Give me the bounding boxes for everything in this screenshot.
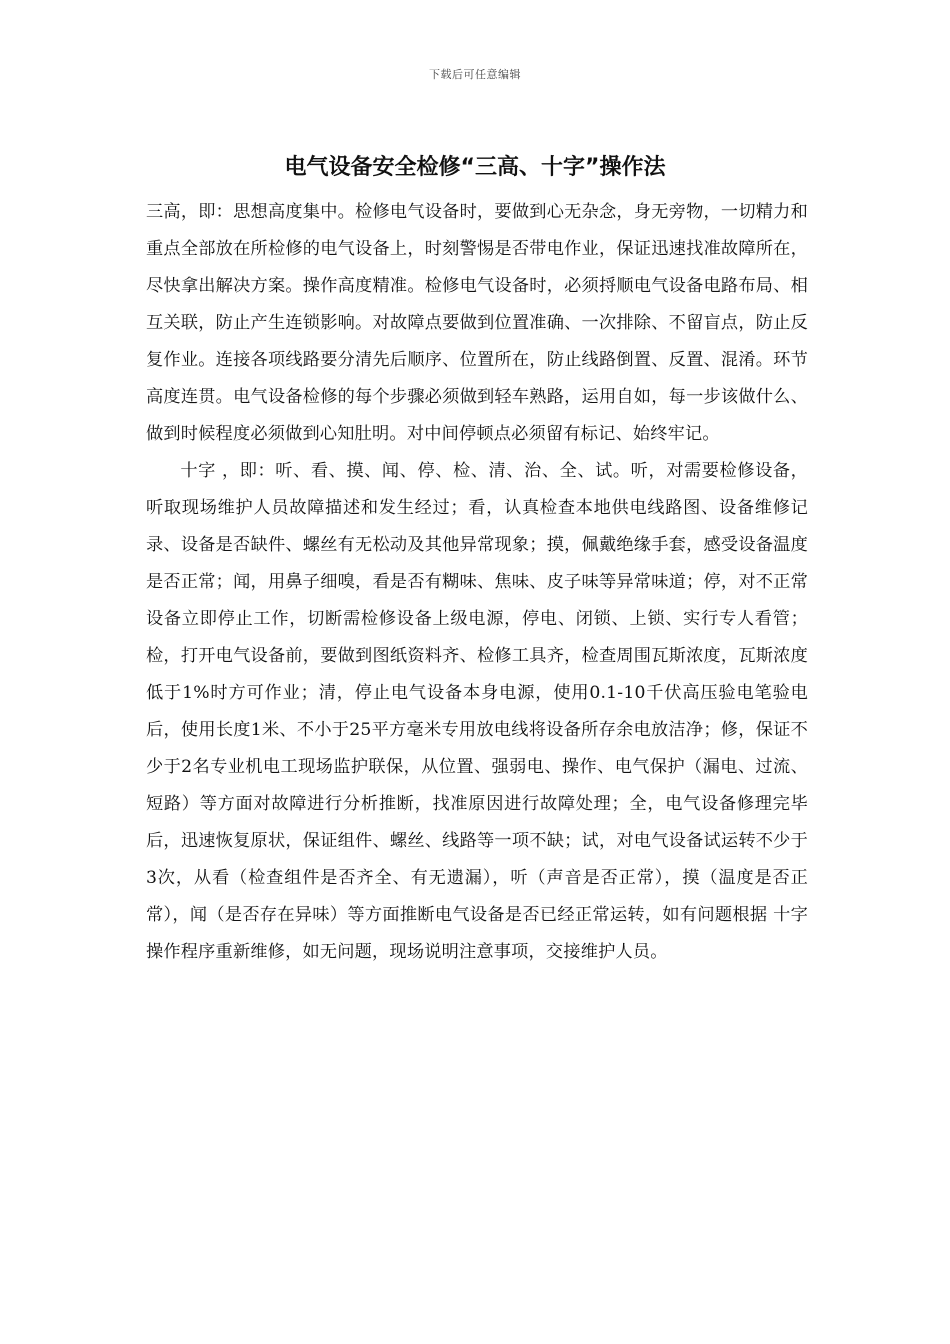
paragraph-san-gao: 三高，即：思想高度集中。检修电气设备时，要做到心无杂念，身无旁物，一切精力和重点全部放在所检修的电气设备上，时刻警惕是否带电作业，保证迅速找准故障所在，尽快拿出解决方案。操作高度精准。检修电气设备时，必须捋顺电气设备电路布局、相互关联，防止产生连锁影响。对故障点要做到位置准确、一次排除、不留盲点，防止反复作业。连接各项线路要分清先后顺序、位置所在，防止线路倒置、反置、混淆。环节高度连贯。电气设备检修的每个步骤必须做到轻车熟路，运用自如，每一步该做什么、做到时候程度必须做到心知肚明。对中间停顿点必须留有标记、始终牢记。	[146, 202, 808, 444]
document-title: 电气设备安全检修“三高、十字”操作法	[284, 155, 666, 180]
header-note: 下载后可任意编辑	[429, 68, 521, 81]
paragraph-shi-zi: 十字 ，即：听、看、摸、闻、停、检、清、治、全、试。听，对需要检修设备，听取现场维护人员故障描述和发生经过；看，认真检查本地供电线路图、设备维修记录、设备是否缺件、螺丝有无松动及其他异常现象；摸，佩戴绝缘手套，感受设备温度是否正常；闻，用鼻子细嗅，看是否有糊味、焦味、皮子味等异常味道；停，对不正常设备立即停止工作，切断需检修设备上级电源，停电、闭锁、上锁、实行专人看管；检，打开电气设备前，要做到图纸资料齐、检修工具齐，检查周围瓦斯浓度，瓦斯浓度低于1%时方可作业；清，停止电气设备本身电源，使用0.1-10千伏高压验电笔验电后，使用长度1米、不小于25平方毫米专用放电线将设备所存余电放洁净；修，保证不少于2名专业机电工现场监护联保，从位置、强弱电、操作、电气保护（漏电、过流、短路）等方面对故障进行分析推断，找准原因进行故障处理；全，电气设备修理完毕后，迅速恢复原状，保证组件、螺丝、线路等一项不缺；试，对电气设备试运转不少于3次，从看（检查组件是否齐全、有无遗漏），听（声音是否正常），摸（温度是否正常），闻（是否存在异味）等方面推断电气设备是否已经正常运转，如有问题根据 十字 操作程序重新维修，如无问题，现场说明注意事项，交接维护人员。	[146, 461, 808, 962]
document-body	[146, 194, 808, 971]
